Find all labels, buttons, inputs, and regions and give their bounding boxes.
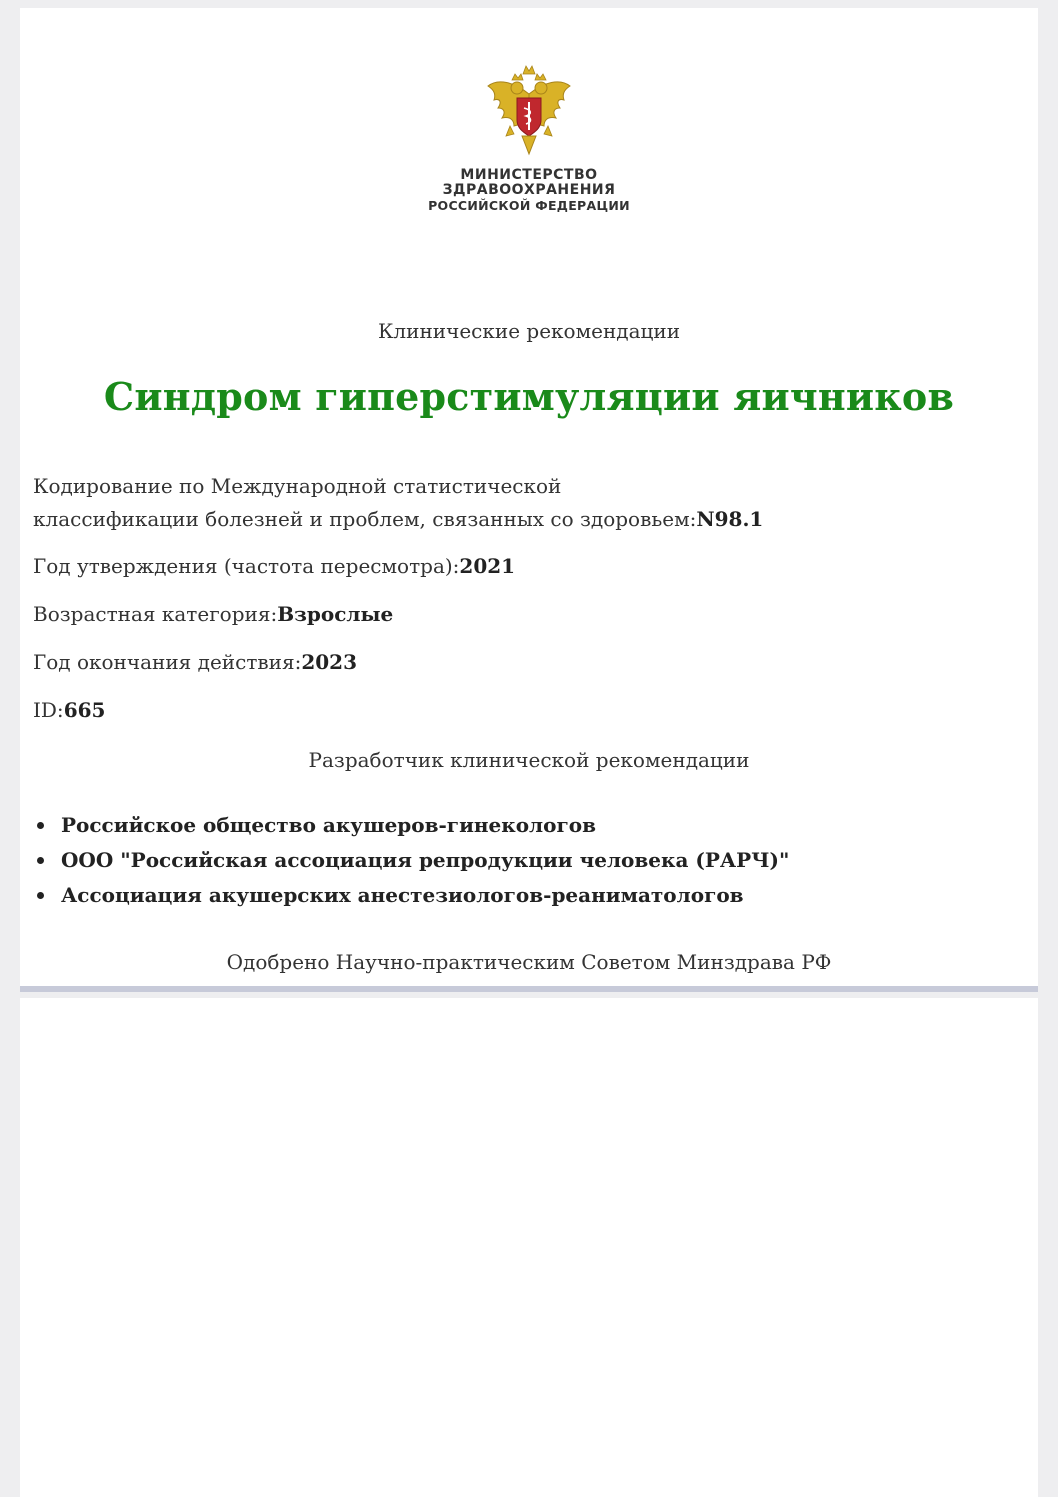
document-page (20, 8, 1038, 986)
ministry-name-line2: ЗДРАВООХРАНЕНИЯ (442, 182, 616, 198)
developer-name: ООО "Российская ассоциация репродукции человека (РАРЧ)" (61, 848, 790, 872)
document-type: Клинические рекомендации (377, 319, 681, 343)
approval-year-value: 2021 (459, 554, 516, 578)
icd-coding (33, 470, 763, 536)
ministry-name (20, 168, 1038, 213)
list-item (33, 878, 789, 913)
id-row (33, 694, 105, 727)
developer-name: Ассоциация акушерских анестезиологов-реаниматологов (61, 883, 744, 907)
developer-heading: Разработчик клинической рекомендации (308, 748, 750, 772)
approval-year-label: Год утверждения (частота пересмотра): (33, 554, 460, 578)
icd-label-line2-text: классификации болезней и проблем, связанных со здоровьем: (33, 507, 697, 531)
expiry-year-value: 2023 (301, 650, 358, 674)
approval-note: Одобрено Научно-практическим Советом Минздрава РФ (226, 950, 832, 974)
icd-label-line2 (33, 503, 763, 536)
ministry-logo (20, 64, 1038, 213)
age-category-label: Возрастная категория: (33, 602, 278, 626)
bullet-icon (37, 822, 44, 829)
developer-name: Российское общество акушеров-гинекологов (61, 813, 596, 837)
expiry-year-row (33, 646, 357, 679)
id-label: ID: (33, 698, 64, 722)
ministry-name-line3: РОССИЙСКОЙ ФЕДЕРАЦИИ (428, 198, 630, 213)
approval-year-row (33, 550, 515, 583)
id-value: 665 (63, 698, 106, 722)
ministry-name-line1: МИНИСТЕРСТВО (460, 167, 598, 183)
bullet-icon (37, 892, 44, 899)
list-item (33, 808, 789, 843)
emblem-icon (484, 64, 574, 160)
icd-label-line1: Кодирование по Международной статистической (33, 474, 562, 498)
expiry-year-label: Год окончания действия: (33, 650, 302, 674)
developer-list (33, 808, 789, 913)
list-item (33, 843, 789, 878)
icd-code: N98.1 (696, 507, 764, 531)
page-divider (20, 986, 1038, 992)
document-title: Синдром гиперстимуляции яичников (103, 374, 955, 419)
age-category-row (33, 598, 393, 631)
next-page (20, 998, 1038, 1497)
age-category-value: Взрослые (277, 602, 394, 626)
bullet-icon (37, 857, 44, 864)
